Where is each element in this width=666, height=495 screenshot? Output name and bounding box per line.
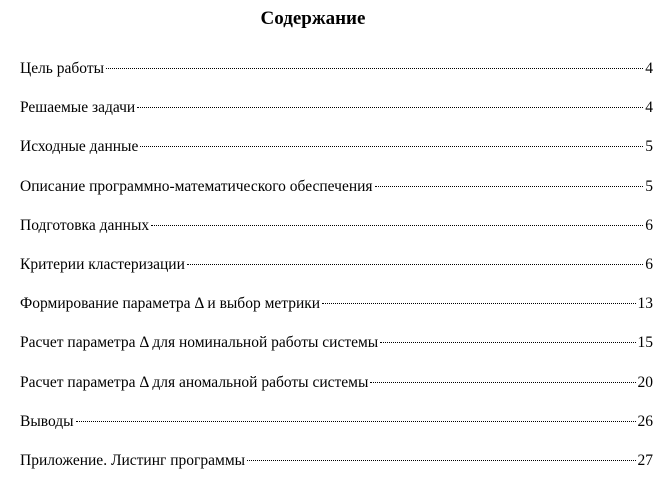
- toc-title: Содержание: [260, 8, 366, 29]
- toc-entry-label: Цель работы: [20, 60, 105, 77]
- toc-entry-label: Критерии кластеризации: [20, 255, 185, 273]
- toc-entry[interactable]: [20, 58, 653, 97]
- dot-leader: [247, 460, 635, 461]
- toc-entry[interactable]: [20, 372, 653, 411]
- toc-entry[interactable]: [20, 136, 653, 175]
- dot-leader: [137, 107, 643, 108]
- dot-leader: [375, 186, 644, 187]
- toc-entry[interactable]: [20, 411, 653, 450]
- toc-entry-page: 4: [645, 60, 653, 77]
- dot-leader: [106, 68, 643, 69]
- toc-entry[interactable]: [20, 450, 653, 489]
- toc-entry-label: Формирование параметра Δ и выбор метрики: [20, 295, 321, 313]
- toc-entry[interactable]: [20, 215, 653, 254]
- dot-leader: [76, 421, 636, 422]
- toc-entry-label: Расчет параметра Δ для аномальной работы системы: [20, 373, 369, 391]
- toc-entry-label: Исходные данные: [20, 138, 139, 156]
- toc-list: [20, 58, 653, 489]
- toc-entry-page: 20: [637, 373, 653, 391]
- dot-leader: [187, 264, 643, 265]
- toc-entry[interactable]: [20, 97, 653, 136]
- toc-entry-label: Подготовка данных: [20, 216, 150, 234]
- toc-entry-page: 6: [645, 255, 653, 273]
- toc-entry-page: 27: [637, 451, 653, 469]
- toc-entry-label: Приложение. Листинг программы: [20, 451, 246, 469]
- toc-entry[interactable]: [20, 254, 653, 293]
- toc-entry[interactable]: [20, 176, 653, 215]
- dot-leader: [380, 342, 635, 343]
- toc-entry-label: Выводы: [20, 412, 74, 430]
- toc-entry-page: 5: [645, 138, 653, 156]
- dot-leader: [151, 225, 643, 226]
- toc-entry-label: Решаемые задачи: [20, 99, 136, 117]
- toc-entry-label: Расчет параметра Δ для номинальной работы системы: [20, 334, 379, 352]
- toc-entry[interactable]: [20, 293, 653, 332]
- toc-entry[interactable]: [20, 332, 653, 371]
- dot-leader: [140, 146, 643, 147]
- toc-entry-page: 15: [637, 334, 653, 352]
- dot-leader: [370, 382, 635, 383]
- toc-entry-page: 6: [645, 216, 653, 234]
- dot-leader: [322, 303, 635, 304]
- toc-entry-page: 4: [645, 99, 653, 117]
- toc-entry-page: 5: [645, 177, 653, 195]
- toc-entry-label: Описание программно-математического обеспечения: [20, 177, 373, 195]
- toc-entry-page: 26: [637, 412, 653, 430]
- toc-entry-page: 13: [637, 295, 653, 313]
